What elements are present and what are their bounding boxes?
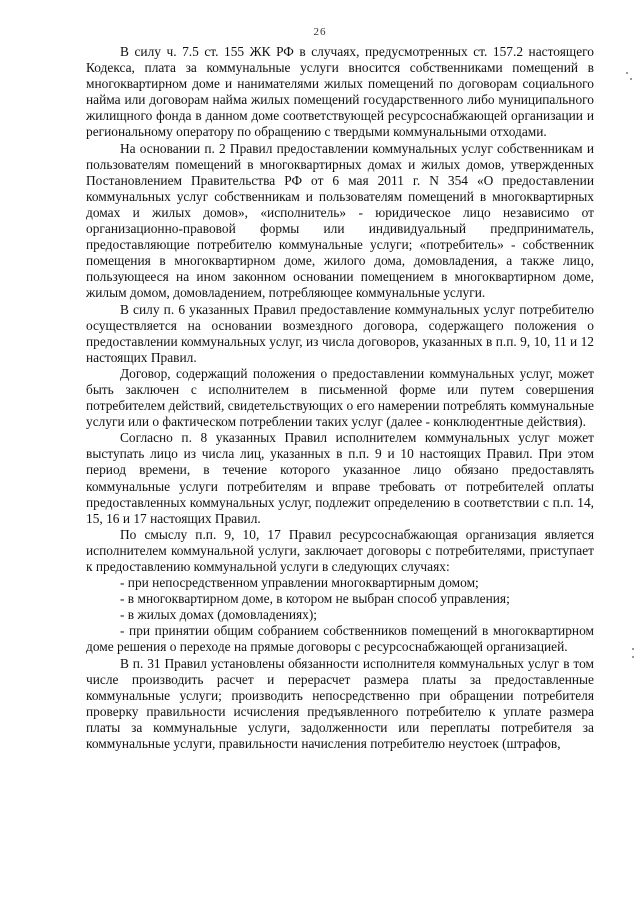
- paragraph-final: В п. 31 Правил установлены обязанности исполнителя коммунальных услуг в том числе производить расчет и перерасчет размера платы за предоставленные коммунальные услуги; производить непосредственно при обращении потребителя проверку правильности исчисления предъявленного потребителю к уплате размера платы за коммунальные услуги, задолженности или переплаты потребителя за коммунальные услуги, правильности начисления потребителю неустоек (штрафов,: [86, 655, 594, 752]
- scan-speck: [632, 656, 634, 658]
- paragraph-6: По смыслу п.п. 9, 10, 17 Правил ресурсоснабжающая организация является исполнителем коммунальной услуги, заключает договоры с потребителями, приступает к предоставлению коммунальной услуги в следующих случаях:: [86, 526, 594, 574]
- list-item: - в жилых домах (домовладениях);: [120, 607, 318, 623]
- list-item: - при принятии общим собранием собственников помещений в многоквартирном доме решения о переходе на прямые договоры с ресурсоснабжающей организацией.: [86, 623, 594, 655]
- paragraph-4: Договор, содержащий положения о предоставлении коммунальных услуг, может быть заключен с исполнителем в письменной форме или путем совершения потребителем действий, свидетельствующих о его намерении потреблять коммунальные услуги или о фактическом потреблении таких услуг (далее - конклюдентные действия).: [86, 365, 594, 430]
- document-body: [86, 44, 594, 752]
- paragraph-1: В силу ч. 7.5 ст. 155 ЖК РФ в случаях, предусмотренных ст. 157.2 настоящего Кодекса, плата за коммунальные услуги вносится собственниками помещений в многоквартирном доме и нанимателями жилых помещений по договорам социального найма или договорам найма жилых помещений государственного либо муниципального жилищного фонда в данном доме соответствующей ресурсоснабжающей организации и региональному оператору по обращению с твердыми коммунальными отходами.: [86, 44, 594, 140]
- paragraph-3: В силу п. 6 указанных Правил предоставление коммунальных услуг потребителю осуществляется на основании возмездного договора, содержащего положения о предоставлении коммунальных услуг, из числа договоров, указанных в п.п. 9, 10, 11 и 12 настоящих Правил.: [86, 301, 594, 365]
- scan-speck: [626, 72, 628, 74]
- page-number: 26: [313, 26, 327, 38]
- paragraph-5: Согласно п. 8 указанных Правил исполнителем коммунальных услуг может выступать лицо из числа лиц, указанных в п.п. 9 и 10 настоящих Правил. При этом период времени, в течение которого указанное лицо обязано предоставлять коммунальные услуги потребителям и вправе требовать от потребителей оплаты предоставленных коммунальных услуг, подлежит определению в соответствии с п.п. 14, 15, 16 и 17 настоящих Правил.: [86, 430, 594, 526]
- scan-speck: [630, 78, 632, 80]
- list-item: - в многоквартирном доме, в котором не выбран способ управления;: [120, 591, 510, 607]
- list-item: - при непосредственном управлении многоквартирным домом;: [120, 575, 479, 591]
- paragraph-2: На основании п. 2 Правил предоставлении коммунальных услуг собственникам и пользователям помещений в многоквартирных домах и жилых домов, утвержденных Постановлением Правительства РФ от 6 мая 2011 г. N 354 «О предоставлении коммунальных услуг собственникам и пользователям помещений в многоквартирных домах и жилых домов», «исполнитель» - юридическое лицо независимо от организационно-правовой формы или индивидуальный предприниматель, предоставляющие потребителю коммунальные услуги; «потребитель» - собственник помещения в многоквартирном доме, жилого дома, домовладения, а также лицо, пользующееся на ином законном основании помещением в многоквартирном доме, жилым домом, домовладением, потребляющее коммунальные услуги.: [86, 140, 594, 301]
- scan-speck: [632, 648, 634, 650]
